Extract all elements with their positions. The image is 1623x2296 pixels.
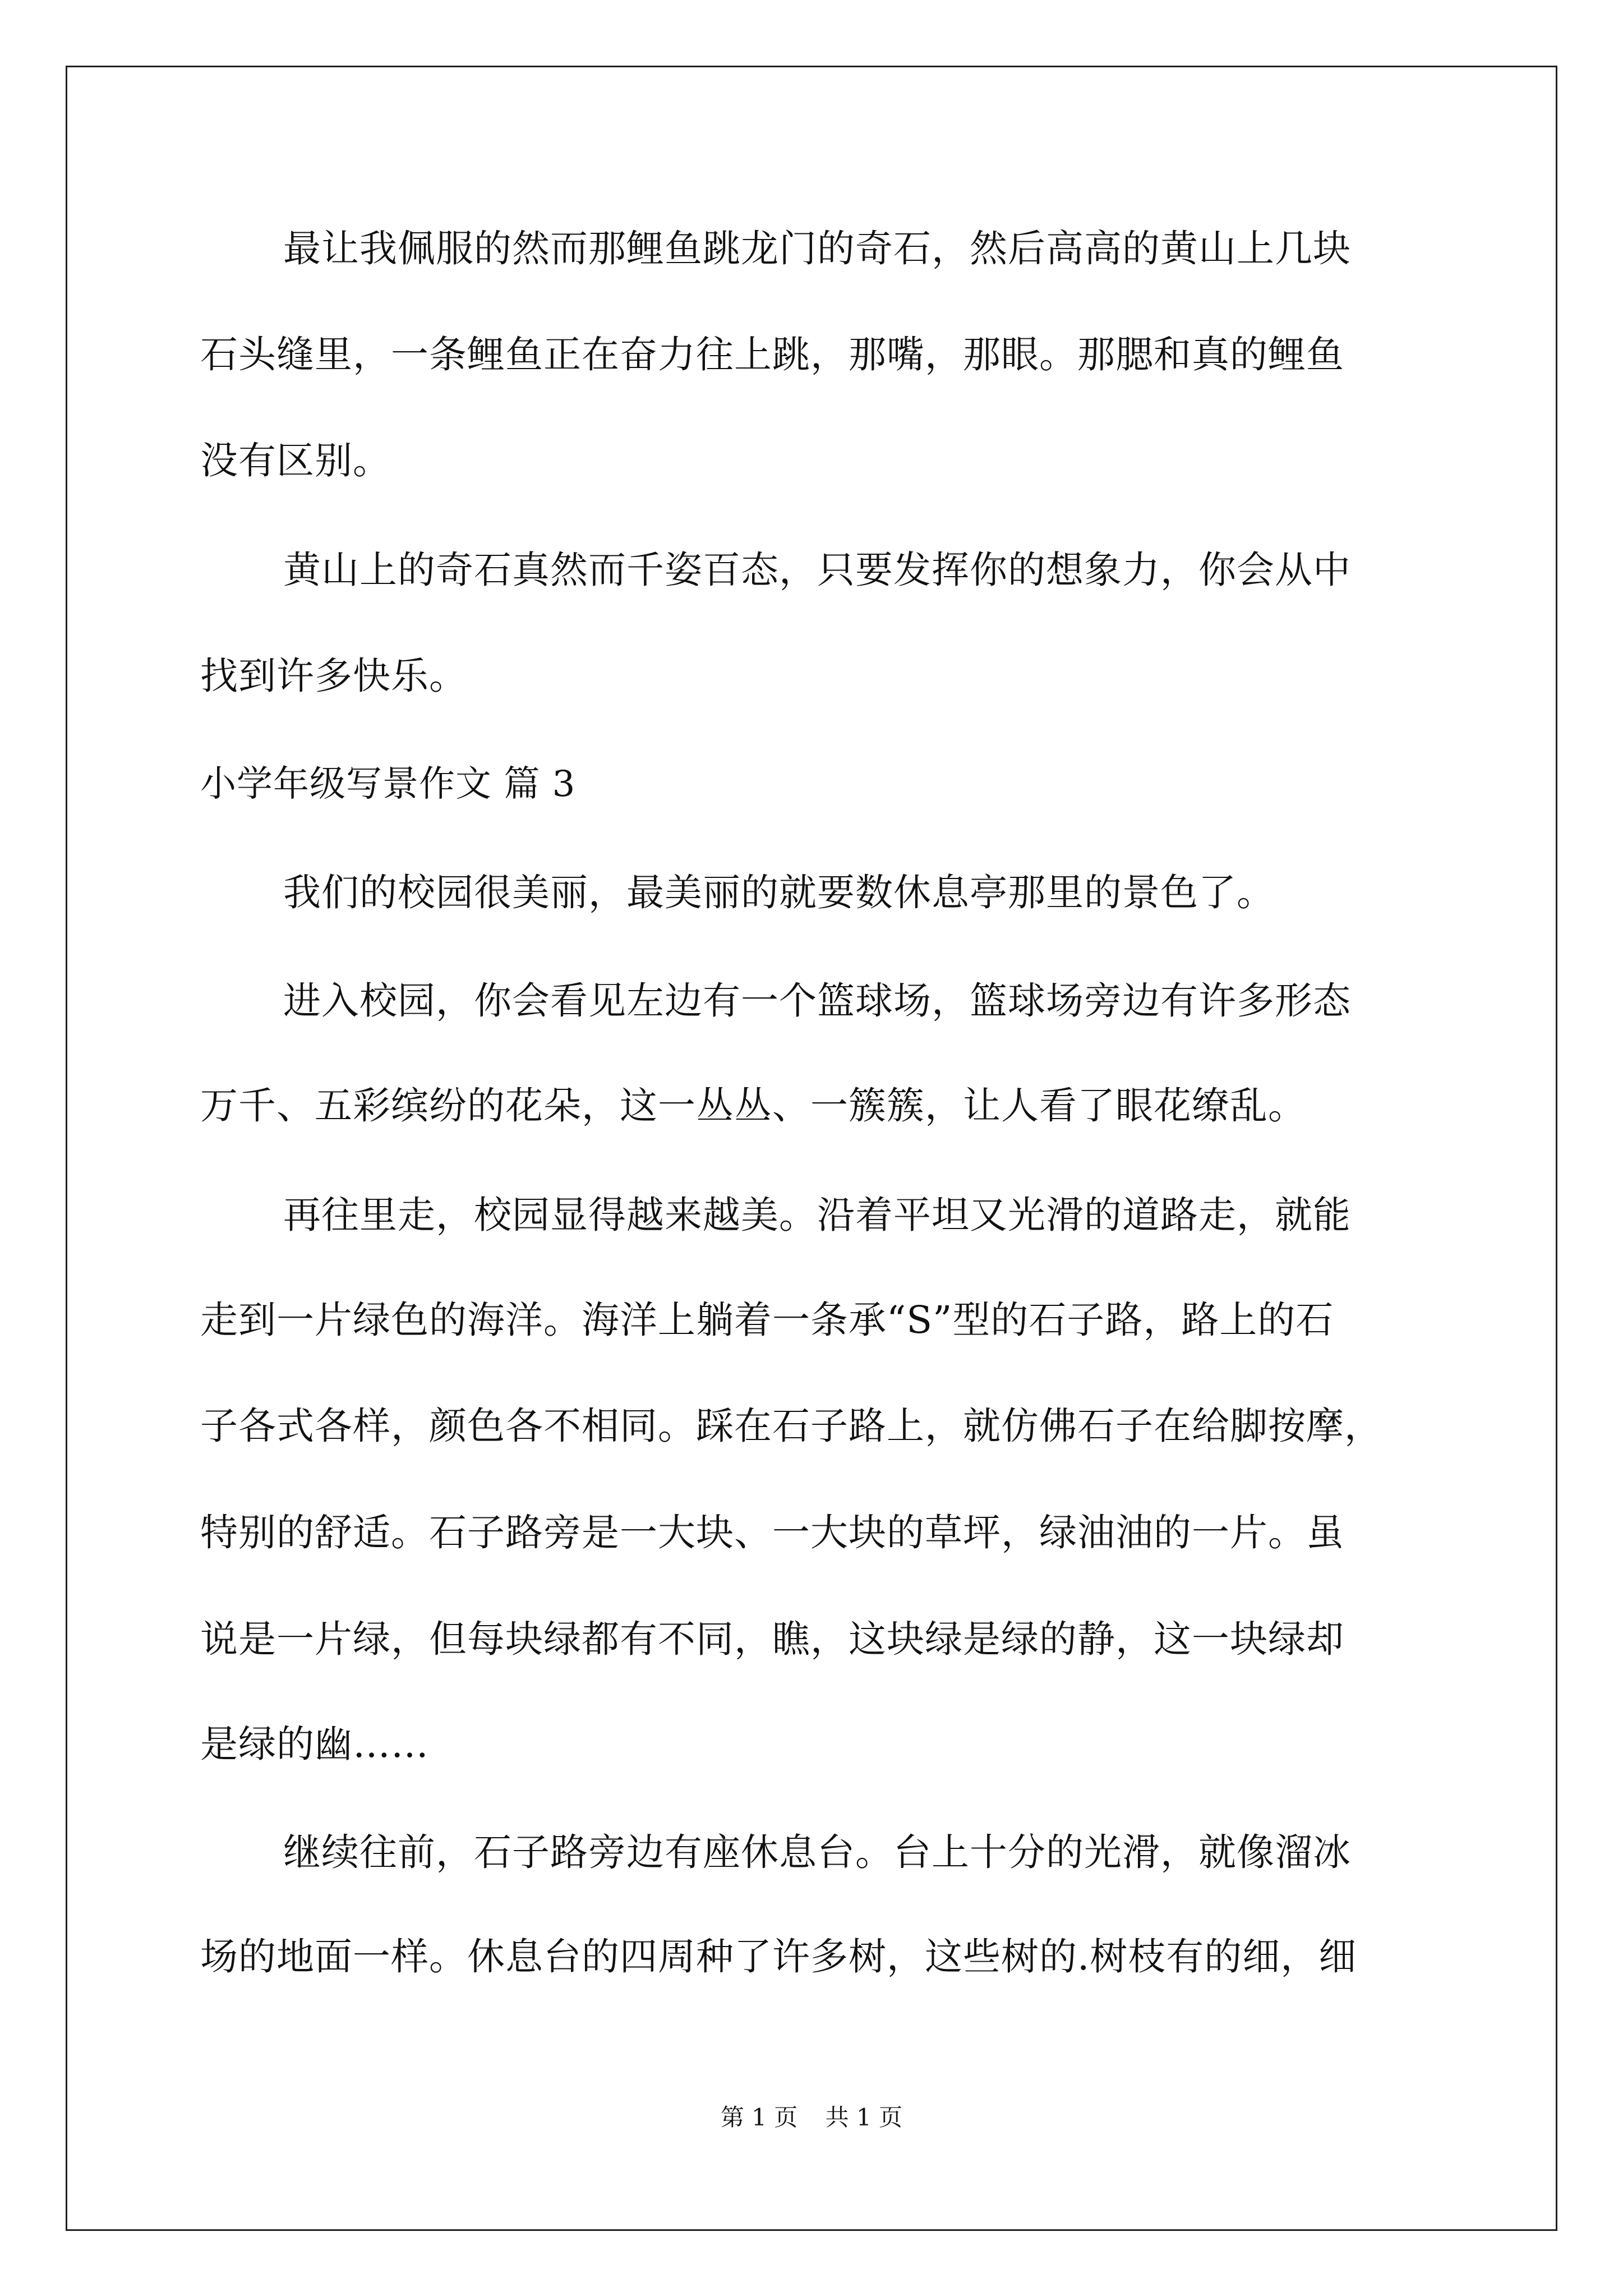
text-line: 再往里走，校园显得越来越美。沿着平坦又光滑的道路走，就能: [283, 1193, 1351, 1237]
text-line: 找到许多快乐。: [200, 654, 467, 698]
total-pages: 共 1 页: [825, 2104, 903, 2131]
text-line: 是绿的幽……: [200, 1722, 429, 1766]
text-line: 万千、五彩缤纷的花朵，这一丛丛、一簇簇，让人看了眼花缭乱。: [200, 1084, 1306, 1128]
text-line: 石头缝里，一条鲤鱼正在奋力往上跳，那嘴，那眼。那腮和真的鲤鱼: [200, 333, 1344, 376]
text-line: 黄山上的奇石真然而千姿百态，只要发挥你的想象力，你会从中: [283, 548, 1351, 592]
page-border: [66, 66, 1557, 2231]
page-number: 第 1 页: [720, 2104, 798, 2131]
text-line: 我们的校园很美丽，最美丽的就要数休息亭那里的景色了。: [283, 871, 1275, 914]
text-line: 说是一片绿，但每块绿都有不同，瞧，这块绿是绿的静，这一块绿却: [200, 1617, 1344, 1661]
text-line: 走到一片绿色的海洋。海洋上躺着一条承“S”型的石子路，路上的石: [200, 1298, 1334, 1342]
text-line: 进入校园，你会看见左边有一个篮球场，篮球场旁边有许多形态: [283, 979, 1351, 1023]
page-footer: [0, 2101, 1623, 2134]
text-line: 子各式各样，颜色各不相同。踩在石子路上，就仿佛石子在给脚按摩，: [200, 1404, 1382, 1448]
text-line: 特别的舒适。石子路旁是一大块、一大块的草坪，绿油油的一片。虽: [200, 1511, 1344, 1554]
section-heading: 小学年级写景作文 篇 3: [200, 763, 576, 805]
text-line: 最让我佩服的然而那鲤鱼跳龙门的奇石，然后高高的黄山上几块: [283, 227, 1351, 270]
text-line: 继续往前，石子路旁边有座休息台。台上十分的光滑，就像溜冰: [283, 1830, 1351, 1874]
text-line: 场的地面一样。休息台的四周种了许多树，这些树的.树枝有的细，细: [200, 1935, 1357, 1978]
text-line: 没有区别。: [200, 439, 391, 482]
